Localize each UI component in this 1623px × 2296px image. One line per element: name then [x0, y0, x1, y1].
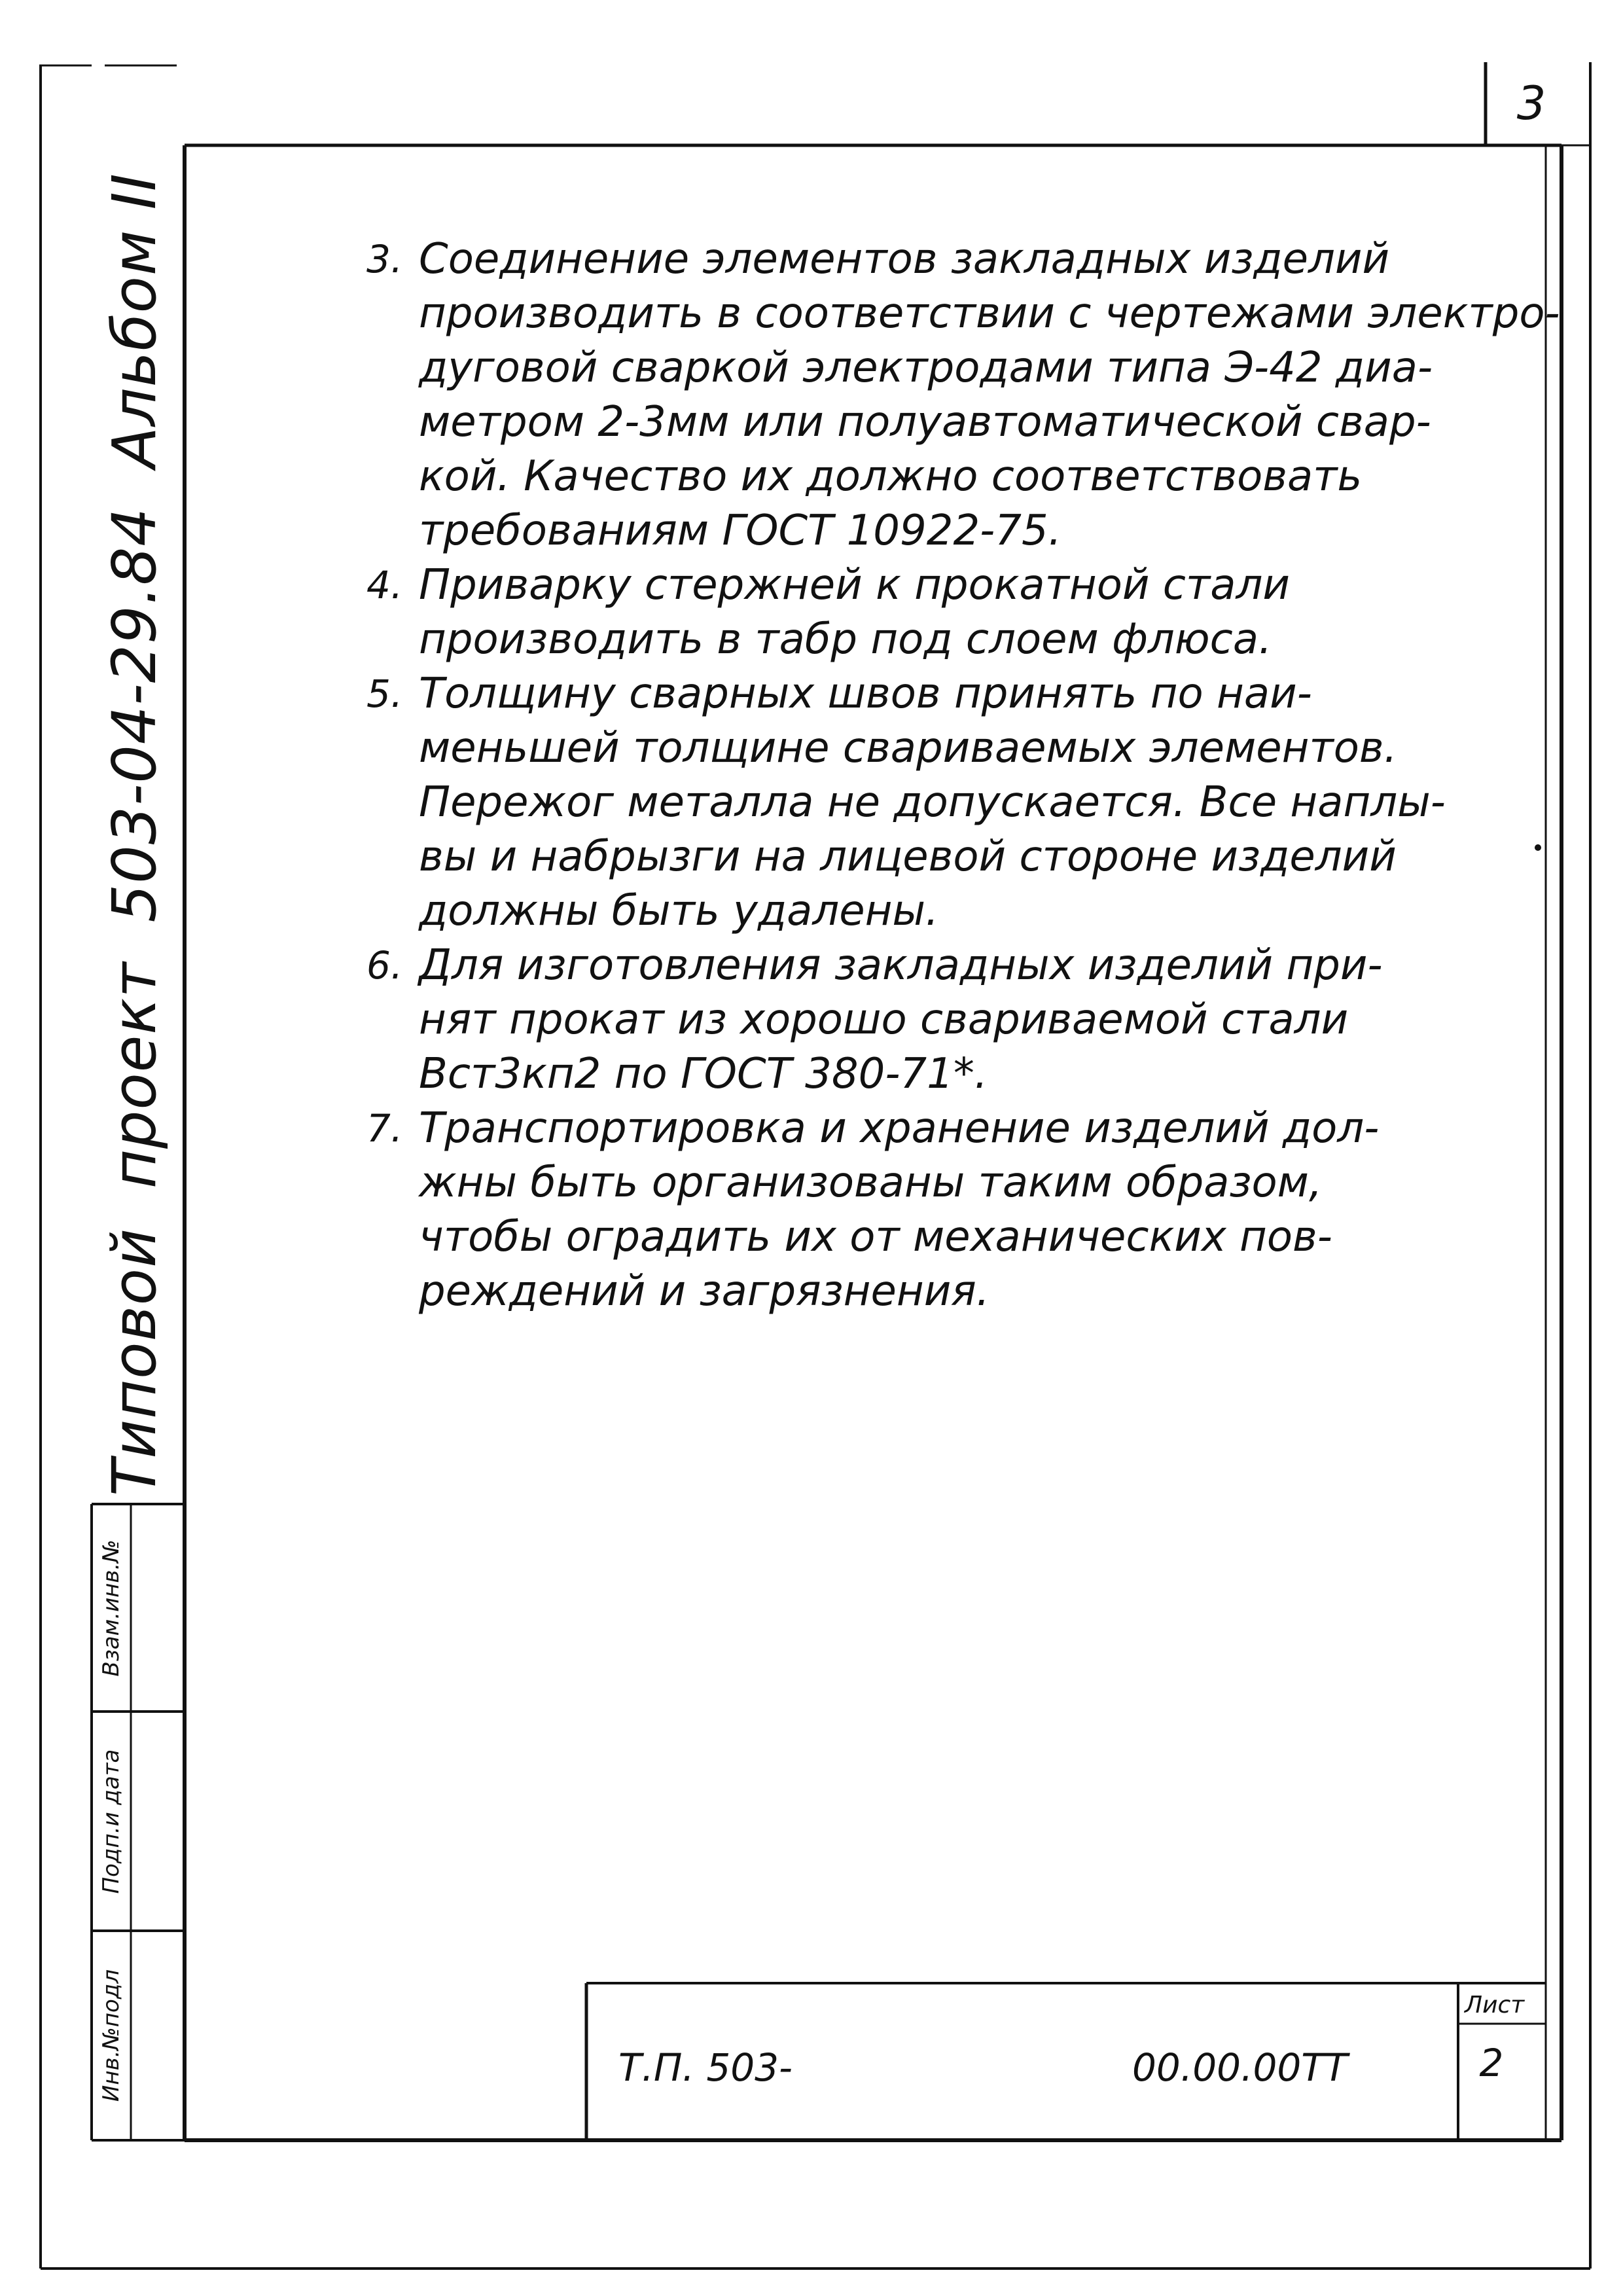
note-line: Транспортировка и хранение изделий дол-	[419, 1104, 1380, 1153]
stamp-replace-inv: Взам.инв.№	[98, 1539, 124, 1677]
note-item	[366, 939, 1544, 1102]
note-number: 7.	[366, 1106, 403, 1151]
stamp-sign-date: Подп.и дата	[98, 1749, 124, 1894]
note-line: Для изготовления закладных изделий при-	[419, 941, 1383, 990]
note-line: дуговой сваркой электродами типа Э-42 диа-	[419, 344, 1433, 392]
title-block-sheet-label: Лист	[1465, 1992, 1525, 2018]
note-line: кой. Качество их должно соответствовать	[419, 452, 1363, 501]
page-number: 3	[1516, 77, 1546, 130]
title-block-code: Т.П. 503-	[618, 2045, 793, 2090]
title-block-document: 00.00.00ТТ	[1132, 2045, 1348, 2090]
note-number: 3.	[366, 237, 403, 281]
note-line: Пережог металла не допускается. Все наплы-	[419, 778, 1446, 827]
note-line: Вст3кп2 по ГОСТ 380-71*.	[419, 1050, 988, 1098]
note-item	[366, 667, 1544, 939]
notes-list	[366, 232, 1560, 1319]
side-title-album: Альбом II	[99, 173, 169, 469]
note-line: вы и набрызги на лицевой стороне изделий	[419, 833, 1397, 881]
note-line: метром 2-3мм или полуавтоматической свар-	[419, 398, 1431, 446]
stamp-inv-orig: Инв.№подл	[98, 1969, 124, 2102]
note-item	[366, 232, 1560, 558]
note-number: 5.	[366, 672, 403, 716]
note-number: 6.	[366, 943, 403, 988]
note-line: жны быть организованы таким образом,	[419, 1158, 1323, 1207]
note-line: производить в табр под слоем флюса.	[419, 615, 1272, 664]
side-title-code: 503-04-29.84	[99, 507, 169, 923]
title-block-sheet-number: 2	[1479, 2041, 1504, 2085]
note-line: производить в соответствии с чертежами электро-	[419, 289, 1560, 338]
note-line: чтобы оградить их от механических пов-	[419, 1213, 1332, 1261]
note-line: Толщину сварных швов принять по наи-	[419, 670, 1312, 718]
side-title-project: проект	[99, 961, 169, 1189]
note-line: Приварку стержней к прокатной стали	[419, 561, 1290, 609]
note-line: должны быть удалены.	[419, 887, 939, 935]
note-item	[366, 558, 1544, 667]
note-line: реждений и загрязнения.	[419, 1267, 990, 1316]
note-line: требованиям ГОСТ 10922-75.	[419, 507, 1062, 555]
note-line: нят прокат из хорошо свариваемой стали	[419, 996, 1349, 1044]
side-title	[92, 173, 177, 1496]
note-number: 4.	[366, 563, 403, 607]
note-line: меньшей толщине свариваемых элементов.	[419, 724, 1397, 772]
note-line: Соединение элементов закладных изделий	[419, 235, 1390, 283]
note-item	[366, 1102, 1544, 1319]
side-title-type: Типовой	[99, 1228, 169, 1496]
